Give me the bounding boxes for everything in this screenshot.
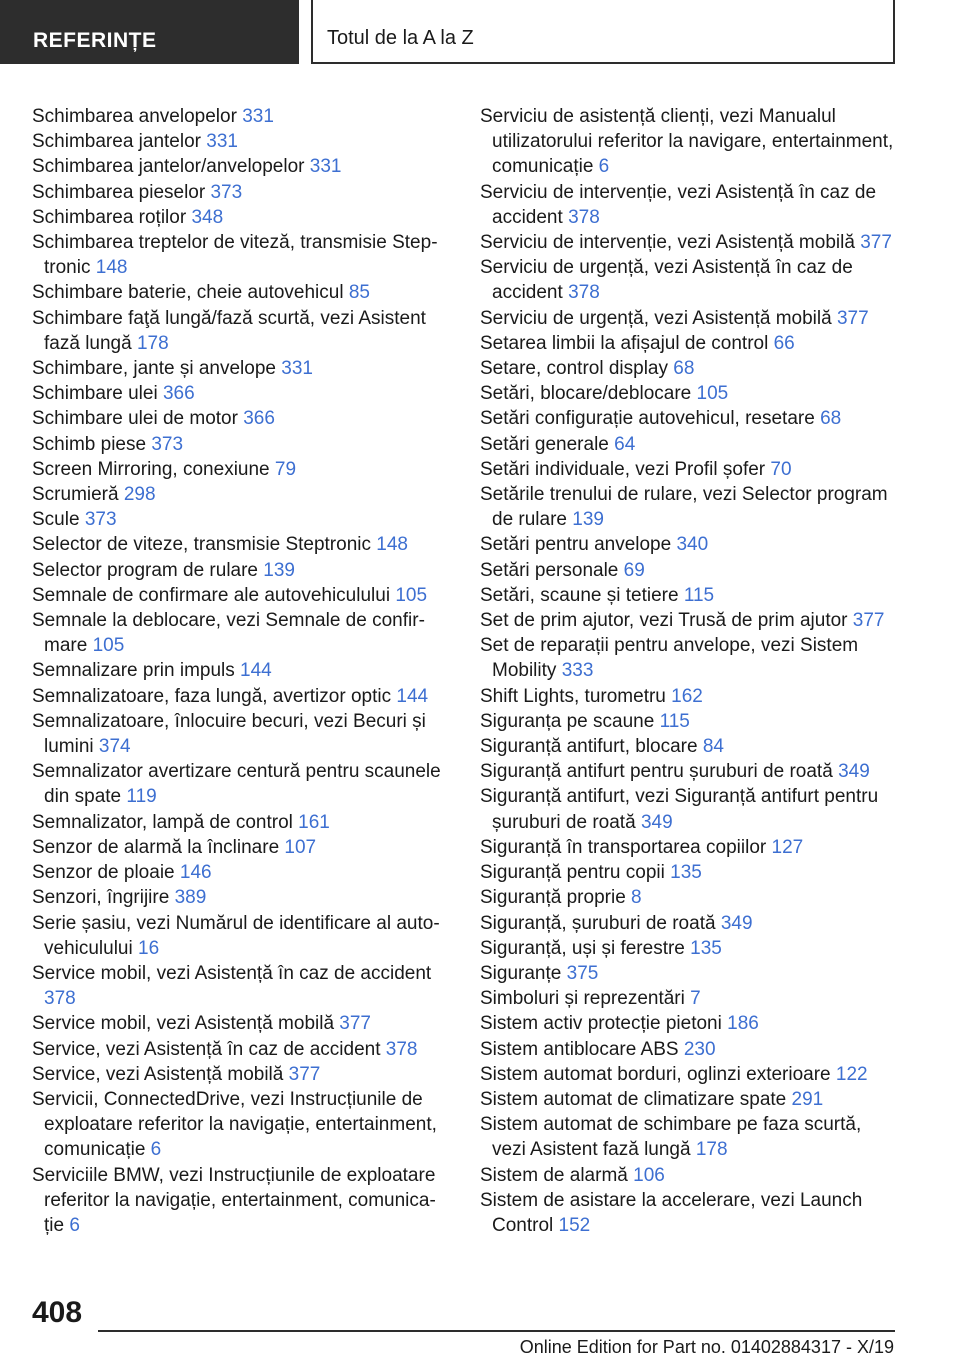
page-link[interactable]: 373: [151, 433, 184, 455]
index-entry: [480, 432, 896, 457]
index-term: Shift Lights, turometru: [480, 685, 666, 707]
index-entry: [32, 911, 448, 961]
index-entry: [480, 734, 896, 759]
page-link[interactable]: 16: [138, 937, 160, 959]
index-term: Senzori, îngrijire: [32, 887, 170, 909]
index-entry: [32, 961, 448, 1011]
index-entry: [32, 835, 448, 860]
index-entry: [480, 1011, 896, 1036]
index-entry: [32, 406, 448, 431]
page-link[interactable]: 148: [95, 257, 128, 279]
index-term: Service, vezi Asistență în caz de accident: [32, 1038, 381, 1060]
page-link[interactable]: 291: [791, 1088, 824, 1110]
index-entry: [32, 457, 448, 482]
footer-divider: [98, 1330, 895, 1332]
index-term: Serviciu de urgență, vezi Asistență în caz de accident: [480, 257, 853, 304]
index-term: Sistem de alarmă: [480, 1164, 628, 1186]
index-entry: [32, 1037, 448, 1062]
index-term: Semnalizator, lampă de control: [32, 811, 293, 833]
page-link[interactable]: 366: [162, 383, 195, 405]
page-link[interactable]: 178: [136, 332, 169, 354]
index-entry: [32, 507, 448, 532]
index-term: Sistem automat de schimbare pe faza scurtă, vezi Asistent fază lungă: [480, 1114, 862, 1161]
page-link[interactable]: 331: [281, 358, 313, 380]
index-term: Schimbarea jantelor/anvelopelor: [32, 156, 305, 178]
page-link[interactable]: 8: [631, 887, 642, 909]
index-entry: [480, 986, 896, 1011]
index-term: Schimbare baterie, cheie autovehicul: [32, 282, 344, 304]
index-entry: [32, 280, 448, 305]
page-link[interactable]: 349: [640, 811, 673, 833]
page-link[interactable]: 85: [348, 282, 370, 304]
index-term: Service mobil, vezi Asistență în caz de accident: [32, 962, 432, 984]
page-link[interactable]: 6: [69, 1214, 80, 1236]
page-link[interactable]: 135: [690, 937, 722, 959]
index-entry: [480, 936, 896, 961]
index-term: Setare, control display: [480, 358, 668, 380]
page-link[interactable]: 6: [598, 156, 610, 178]
page-link[interactable]: 378: [44, 988, 76, 1010]
index-entry: [32, 432, 448, 457]
page-link[interactable]: 378: [385, 1038, 418, 1060]
index-term: Siguranța pe scaune: [480, 710, 655, 732]
index-entry: [32, 810, 448, 835]
page-link[interactable]: 349: [838, 761, 870, 783]
index-entry: [480, 1163, 896, 1188]
page-link[interactable]: 144: [396, 685, 429, 707]
index-entry: [480, 180, 896, 230]
index-term: Scrumieră: [32, 484, 119, 506]
page-link[interactable]: 389: [174, 887, 207, 909]
page-link[interactable]: 115: [659, 710, 690, 732]
page-link[interactable]: 378: [568, 282, 600, 304]
index-term: Selector program de rulare: [32, 559, 258, 581]
index-term: Schimbare, jante și anvelope: [32, 358, 276, 380]
index-term: Schimbare ulei: [32, 383, 158, 405]
index-entry: [480, 532, 896, 557]
page-link[interactable]: 105: [395, 584, 428, 606]
index-term: Siguranță în transportarea copiilor: [480, 836, 767, 858]
page-link[interactable]: 377: [860, 232, 892, 254]
index-entry: [480, 1062, 896, 1087]
index-term: Schimbare faţă lungă/fază scurtă, vezi Asistent fază lungă: [32, 307, 426, 354]
index-entry: [480, 1037, 896, 1062]
index-entry: [32, 381, 448, 406]
page-link[interactable]: 162: [671, 685, 703, 707]
index-entry: [32, 658, 448, 683]
section-tab: [0, 0, 299, 64]
index-entry: [32, 608, 448, 658]
index-entry: [480, 759, 896, 784]
index-term: Serviciu de intervenție, vezi Asistență în caz de accident: [480, 181, 877, 228]
page-link[interactable]: 348: [191, 206, 224, 228]
page-number: 408: [32, 1296, 83, 1329]
index-entry: [480, 709, 896, 734]
index-term: Setări generale: [480, 433, 609, 455]
page-link[interactable]: 373: [84, 509, 117, 531]
page-link[interactable]: 377: [836, 307, 869, 329]
index-entry: [32, 1163, 448, 1239]
page-link[interactable]: 178: [695, 1139, 728, 1161]
index-term: Siguranță, uși și ferestre: [480, 937, 685, 959]
index-entry: [32, 356, 448, 381]
index-entry: [32, 482, 448, 507]
index-term: Sistem automat de climatizare spate: [480, 1088, 787, 1110]
page-link[interactable]: 340: [676, 534, 709, 556]
index-term: Schimb piese: [32, 433, 147, 455]
index-term: Senzor de alarmă la înclinare: [32, 836, 280, 858]
index-entry: [32, 129, 448, 154]
index-entry: [480, 1112, 896, 1162]
index-entry: [32, 1062, 448, 1087]
index-term: Serviciu de intervenție, vezi Asistență mobilă: [480, 232, 855, 254]
index-term: Setări, scaune și tetiere: [480, 584, 679, 606]
index-entry: [480, 911, 896, 936]
index-term: Senzor de ploaie: [32, 862, 175, 884]
index-term: Siguranță pentru copii: [480, 862, 665, 884]
index-entry: [480, 482, 896, 532]
page-link[interactable]: 331: [309, 156, 342, 178]
page-link[interactable]: 84: [702, 736, 724, 758]
index-entry: [32, 558, 448, 583]
index-entry: [32, 180, 448, 205]
index-term: Setarea limbii la afișajul de control: [480, 332, 769, 354]
page-link[interactable]: 70: [770, 458, 792, 480]
index-entry: [32, 205, 448, 230]
page-link[interactable]: 66: [773, 332, 795, 354]
index-term: Siguranțe: [480, 962, 562, 984]
index-term: Schimbarea treptelor de viteză, transmisie Steptronic: [32, 232, 438, 279]
page-link[interactable]: 105: [696, 383, 729, 405]
index-term: Siguranță antifurt pentru șuruburi de roată: [480, 761, 833, 783]
page-link[interactable]: 6: [150, 1139, 162, 1161]
index-entry: [32, 583, 448, 608]
index-entry: [32, 709, 448, 759]
index-term: Simboluri și reprezentări: [480, 988, 685, 1010]
page-link[interactable]: 378: [568, 206, 600, 228]
index-entry: [480, 784, 896, 834]
index-entry: [32, 532, 448, 557]
index-term: Serviciile BMW, vezi Instrucțiunile de exploatare referitor la navigație, entertainment, comunicație: [32, 1164, 436, 1236]
page-link[interactable]: 139: [263, 559, 295, 581]
index-entry: [480, 104, 896, 180]
index-term: Service mobil, vezi Asistență mobilă: [32, 1013, 335, 1035]
index-column-right: [480, 104, 896, 1238]
index-entry: [480, 583, 896, 608]
index-entry: [32, 860, 448, 885]
page-link[interactable]: 375: [566, 962, 599, 984]
index-term: Schimbarea pieselor: [32, 181, 206, 203]
index-entry: [480, 255, 896, 305]
page-link[interactable]: 377: [852, 610, 885, 632]
index-entry: [32, 759, 448, 809]
index-term: Siguranță antifurt, vezi Siguranță antifurt pentru șuruburi de roată: [480, 786, 879, 833]
page-link[interactable]: 148: [376, 534, 408, 556]
index-entry: [480, 406, 896, 431]
page-link[interactable]: 230: [683, 1038, 716, 1060]
index-entry: [480, 1188, 896, 1238]
index-term: Service, vezi Asistență mobilă: [32, 1063, 284, 1085]
page-link[interactable]: 122: [835, 1063, 868, 1085]
index-term: Selector de viteze, transmisie Steptronic: [32, 534, 371, 556]
edition-note: Online Edition for Part no. 01402884317 - X/19: [519, 1337, 894, 1357]
index-entry: [32, 104, 448, 129]
page-link[interactable]: 105: [92, 635, 125, 657]
page-link[interactable]: 331: [242, 106, 274, 127]
page-link[interactable]: 127: [771, 836, 804, 858]
index-column-left: [32, 104, 448, 1238]
page-link[interactable]: 139: [572, 509, 604, 531]
index-term: Serviciu de asistență clienți, vezi Manualul utilizatorului referitor la navigare, entertainment, comunicație: [480, 106, 894, 178]
index-term: Schimbarea jantelor: [32, 131, 201, 153]
index-term: Sistem antiblocare ABS: [480, 1038, 679, 1060]
section-title: REFERINȚE: [33, 29, 157, 52]
page-link[interactable]: 7: [690, 988, 701, 1010]
page-link[interactable]: 349: [720, 912, 753, 934]
index-term: Setări pentru anvelope: [480, 534, 672, 556]
page-link[interactable]: 186: [727, 1013, 759, 1035]
index-term: Sistem automat borduri, oglinzi exterioare: [480, 1063, 831, 1085]
index-term: Semnalizatoare, înlocuire becuri, vezi Becuri și lumini: [32, 710, 426, 758]
page-link[interactable]: 68: [820, 408, 842, 430]
index-entry: [480, 457, 896, 482]
page-link[interactable]: 79: [274, 458, 297, 480]
page-link[interactable]: 144: [240, 660, 272, 682]
page-link[interactable]: 107: [284, 836, 317, 858]
index-term: Sistem activ protecție pietoni: [480, 1013, 722, 1035]
index-term: Sistem de asistare la accelerare, vezi Launch Control: [480, 1189, 863, 1236]
index-term: Semnalizator avertizare centură pentru scaunele din spate: [32, 761, 441, 808]
index-entry: [480, 230, 896, 255]
index-term: Setările trenului de rulare, vezi Selector program de rulare: [480, 484, 888, 531]
index-term: Semnale de confirmare ale autovehiculului: [32, 584, 391, 606]
page-link[interactable]: 135: [670, 862, 702, 884]
index-entry: [480, 835, 896, 860]
page-link[interactable]: 106: [633, 1164, 665, 1186]
index-entry: [480, 633, 896, 683]
page-link[interactable]: 64: [614, 433, 636, 455]
index-entry: [480, 608, 896, 633]
index-term: Siguranță antifurt, blocare: [480, 736, 698, 758]
index-term: Semnalizatoare, faza lungă, avertizor optic: [32, 685, 392, 707]
index-entry: [32, 230, 448, 280]
index-term: Screen Mirroring, conexiune: [32, 458, 270, 480]
index-term: Set de prim ajutor, vezi Trusă de prim ajutor: [480, 610, 848, 632]
index-entry: [32, 684, 448, 709]
index-term: Siguranță proprie: [480, 887, 626, 909]
index-term: Semnale la deblocare, vezi Semnale de confirmare: [32, 610, 425, 657]
index-term: Schimbarea roților: [32, 206, 187, 228]
page-link[interactable]: 374: [98, 736, 131, 758]
page-link[interactable]: 373: [210, 181, 243, 203]
page-link[interactable]: 377: [288, 1063, 321, 1085]
index-term: Siguranță, șuruburi de roată: [480, 912, 716, 934]
page-link[interactable]: 331: [206, 131, 238, 153]
index-entry: [32, 1087, 448, 1163]
page-link[interactable]: 115: [683, 584, 715, 606]
index-entry: [32, 306, 448, 356]
index-term: Semnalizare prin impuls: [32, 660, 235, 682]
page-link[interactable]: 333: [561, 660, 594, 682]
chapter-title: Totul de la A la Z: [327, 27, 474, 49]
index-term: Schimbare ulei de motor: [32, 408, 238, 430]
index-entry: [32, 885, 448, 910]
index-entry: [480, 885, 896, 910]
index-entry: [480, 381, 896, 406]
index-term: Schimbarea anvelopelor: [32, 106, 237, 127]
index-entry: [480, 684, 896, 709]
index-entry: [480, 1087, 896, 1112]
chapter-tab: [311, 0, 895, 64]
page-link[interactable]: 146: [179, 862, 212, 884]
index-term: Set de reparații pentru anvelope, vezi Sistem Mobility: [480, 635, 859, 682]
page-link[interactable]: 68: [673, 358, 695, 380]
index-term: Servicii, ConnectedDrive, vezi Instrucțiunile de exploatare referitor la navigație, entertainment, comunicație: [32, 1088, 437, 1161]
index-entry: [32, 154, 448, 179]
index-term: Scule: [32, 509, 80, 531]
index-entry: [480, 356, 896, 381]
index-entry: [480, 558, 896, 583]
index-entry: [480, 331, 896, 356]
index-term: Setări personale: [480, 559, 619, 581]
index-term: Setări configurație autovehicul, resetare: [480, 408, 815, 430]
page-link[interactable]: 119: [126, 786, 157, 808]
index-term: Serviciu de urgență, vezi Asistență mobilă: [480, 307, 832, 329]
page-link[interactable]: 377: [339, 1013, 371, 1035]
index-entry: [480, 860, 896, 885]
page-link[interactable]: 152: [558, 1214, 591, 1236]
page-link[interactable]: 298: [123, 484, 156, 506]
index-entry: [480, 961, 896, 986]
index-term: Setări individuale, vezi Profil șofer: [480, 458, 766, 480]
index-term: Serie șasiu, vezi Numărul de identificare al autovehiculului: [32, 912, 440, 959]
index-term: Setări, blocare/deblocare: [480, 383, 692, 405]
page-link[interactable]: 69: [623, 559, 645, 581]
index-entry: [480, 306, 896, 331]
page-link[interactable]: 161: [298, 811, 330, 833]
index-entry: [32, 1011, 448, 1036]
page-link[interactable]: 366: [243, 408, 275, 430]
